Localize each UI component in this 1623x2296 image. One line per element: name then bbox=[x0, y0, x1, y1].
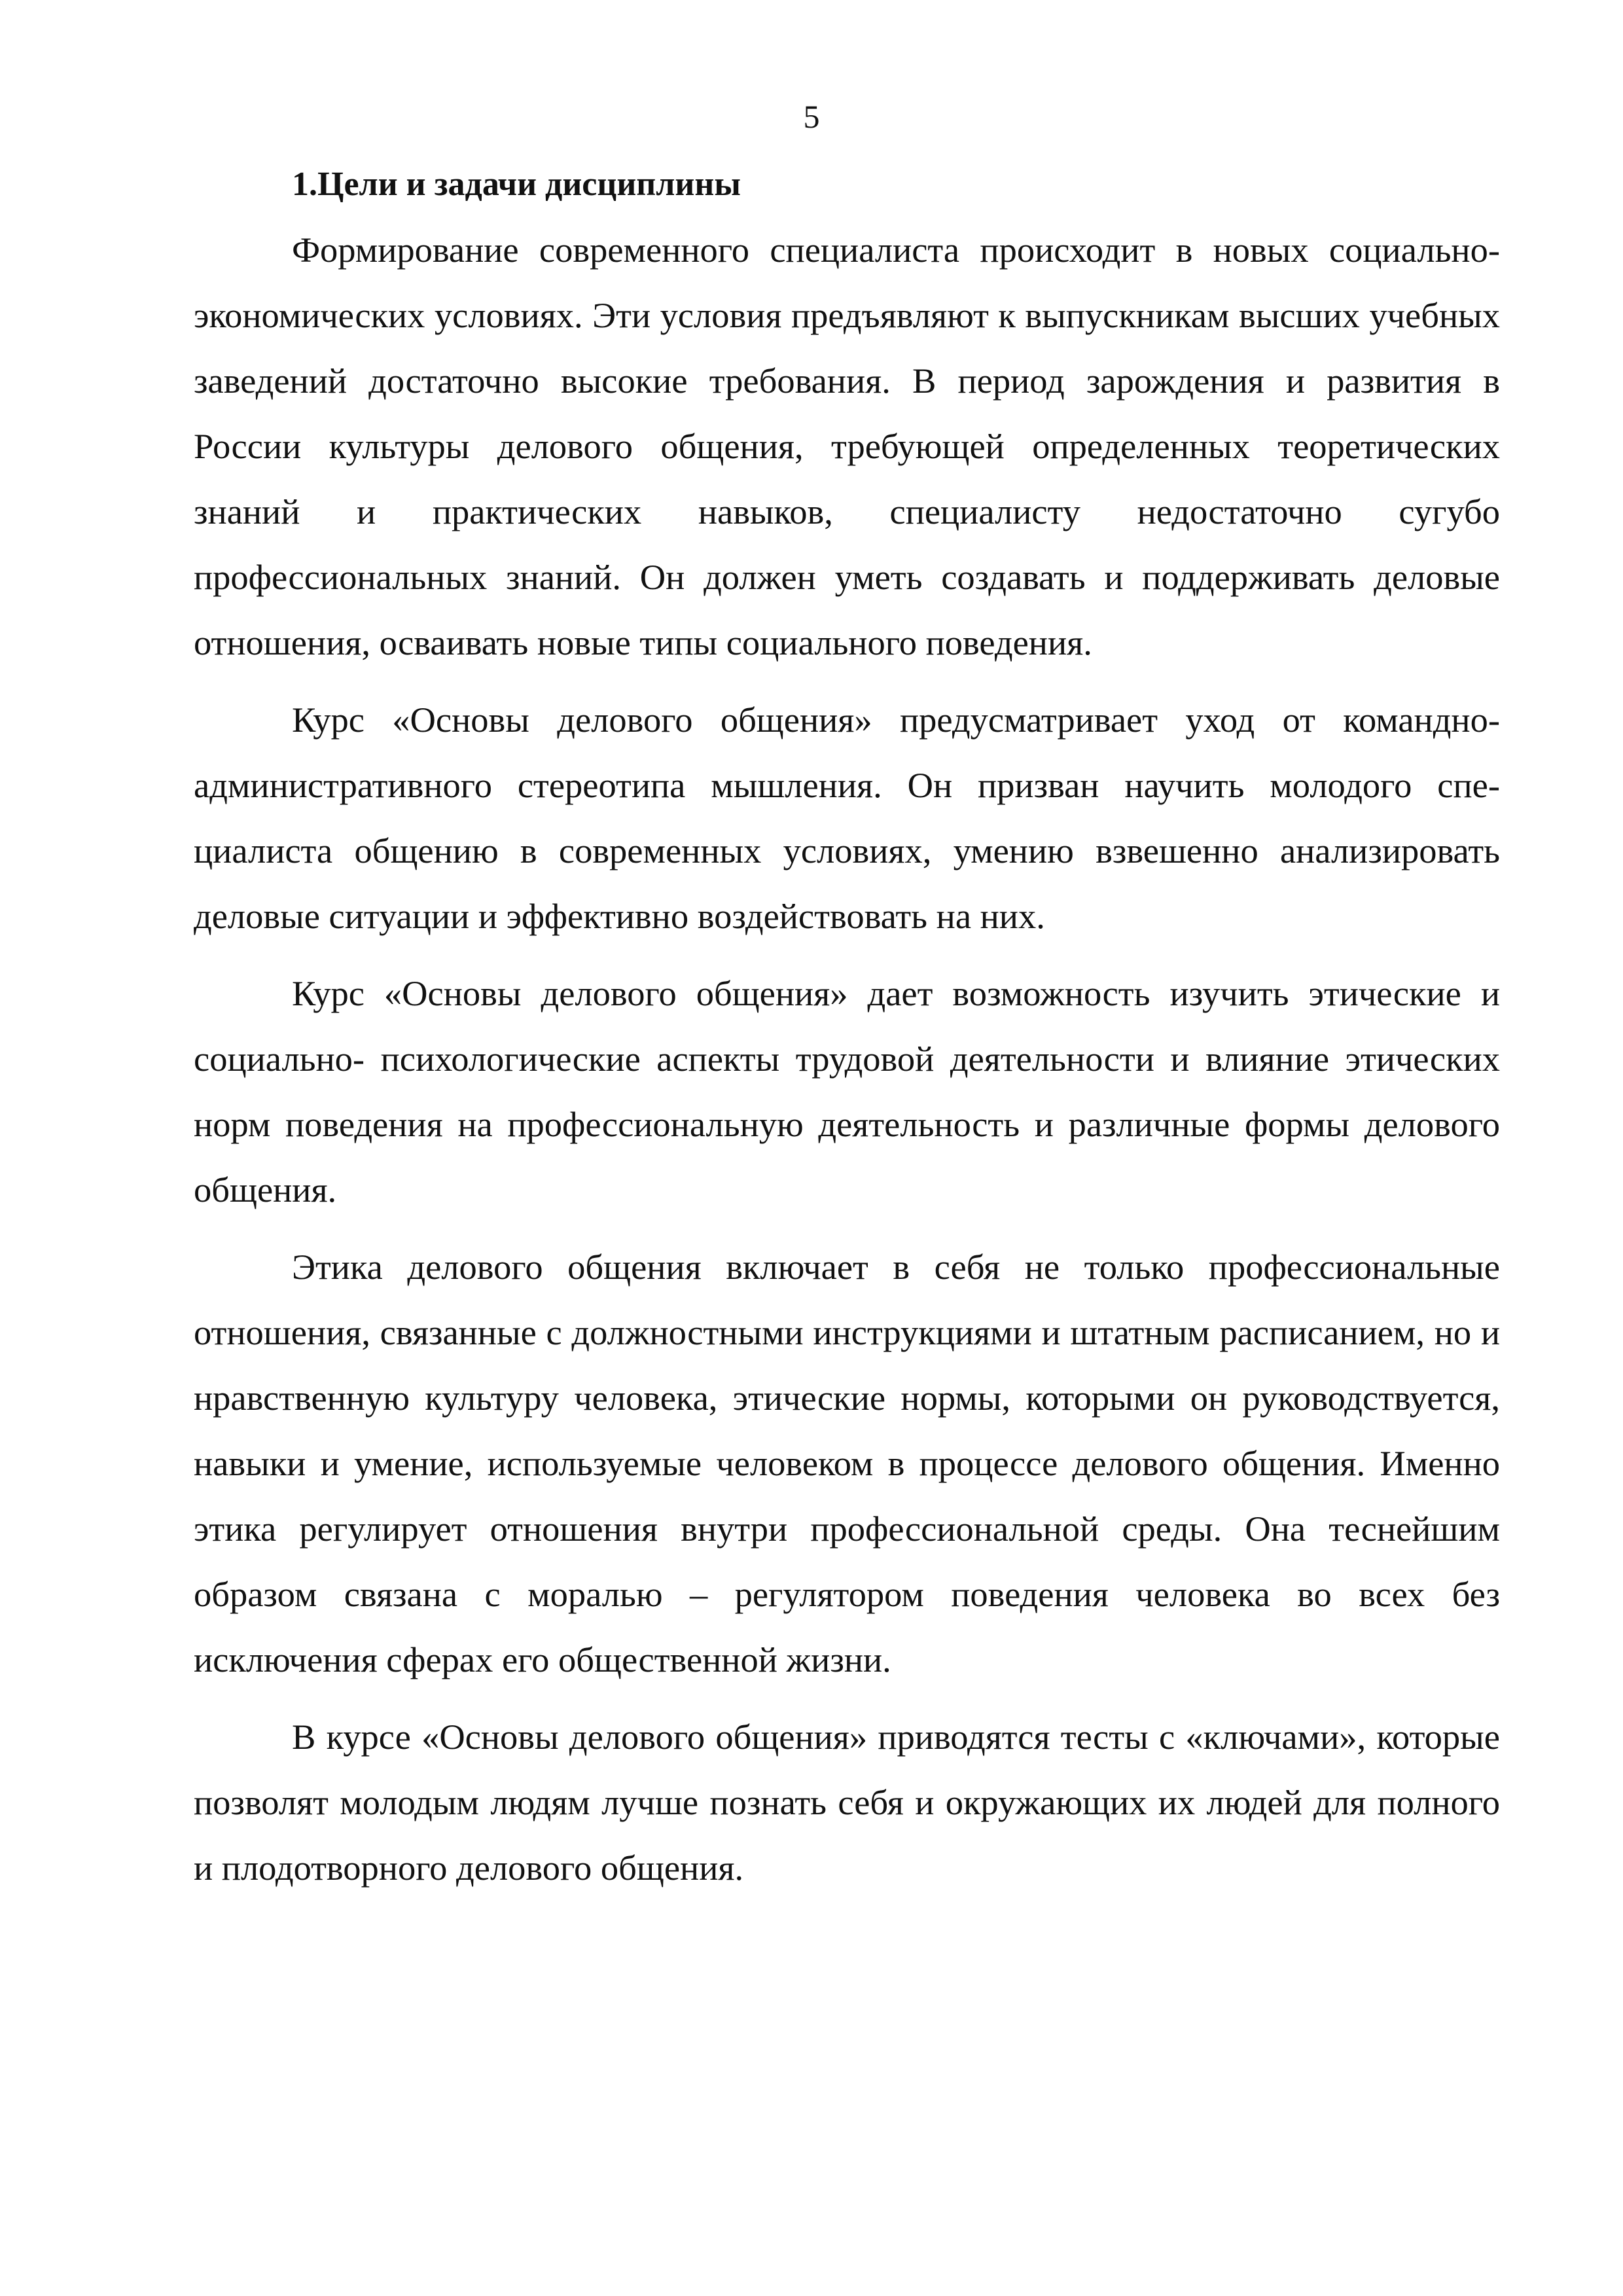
document-body bbox=[194, 152, 1500, 1901]
section-heading: 1.Цели и задачи дисциплины bbox=[292, 166, 741, 203]
paragraph-tests: В курсе «Основы делового общения» приводятся тесты с «ключами», которые позволят молодым людям лучше познать себя и окружающих их людей для полного и плодотворного делового общения. bbox=[194, 1717, 1500, 1888]
paragraph-course-purpose: Курс «Основы делового общения» предусматривает уход от командно-административного стереотипа мышления. Он призван научить молодого специалиста общению в современных условиях, умению взвешенно анализировать деловые ситуации и эффективно воздействовать на них. bbox=[194, 700, 1500, 936]
page-number: 5 bbox=[803, 98, 820, 135]
paragraph-course-opportunities: Курс «Основы делового общения» дает возможность изучить этические и социально- психологические аспекты трудовой деятельности и влияние этических норм поведения на профессиональную деятельность и различные формы делового общения. bbox=[194, 973, 1500, 1210]
paragraph-intro: Формирование современного специалиста происходит в новых социально-экономических условиях. Эти условия предъявляют к выпускникам высших учебных заведений достаточно высокие требования. В период зарождения и развития в России культуры делового общения, требующей определенных теоретических знаний и практических навыков, специалисту недостаточно сугубо профессиональных знаний. Он должен уметь создавать и поддерживать деловые отношения, осваивать новые типы социального поведения. bbox=[194, 230, 1500, 662]
paragraph-business-ethics: Этика делового общения включает в себя не только профессиональные отношения, связанные с должностными инструкциями и штатным расписанием, но и нравственную культуру человека, этические нормы, которыми он руководствуется, навыки и умение, используемые человеком в процессе делового общения. Именно этика регулирует отношения внутри профессиональной среды. Она теснейшим образом связана с моралью – регулятором поведения человека во всех без исключения сферах его общественной жизни. bbox=[194, 1247, 1500, 1679]
